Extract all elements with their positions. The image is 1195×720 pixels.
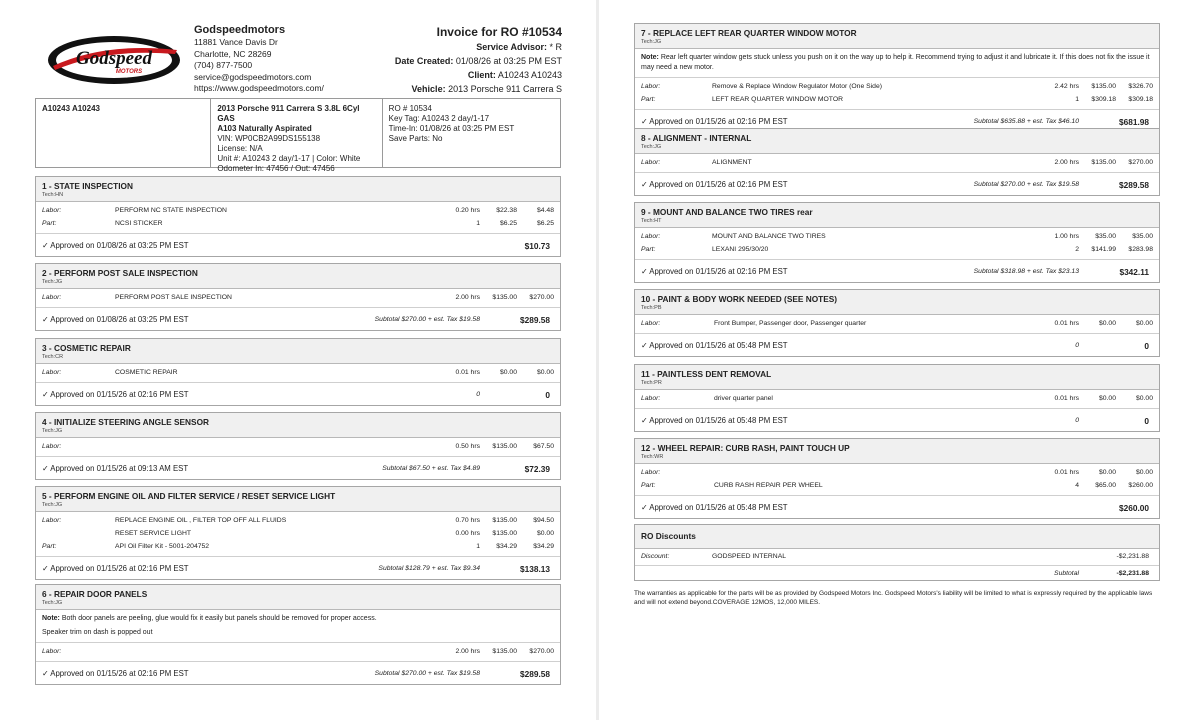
ro-column xyxy=(383,99,560,167)
job-note: Note: Rear left quarter window gets stuck unless you push on it on the way up to help it. Recommend trying to adjust it and lubricate it. If this does not fix the issue it may need a new motor. xyxy=(641,54,1150,71)
vehicle-license: License: N/A xyxy=(217,144,263,153)
job-tech: Tech:PB xyxy=(641,305,662,311)
job-line: Part: LEXANI 295/30/20 2 $141.99 $283.98 xyxy=(641,246,1153,253)
company-info xyxy=(194,24,324,95)
job-card xyxy=(35,338,561,406)
job-line: Labor: driver quarter panel 0.01 hrs $0.00 $0.00 xyxy=(641,395,1153,402)
vehicle-vin: VIN: WP0CB2A99DS155138 xyxy=(217,134,321,143)
job-title: 7 - REPLACE LEFT REAR QUARTER WINDOW MOTOR xyxy=(641,28,857,38)
job-line: Labor: 0.50 hrs $135.00 $67.50 xyxy=(42,443,554,450)
job-line: RESET SERVICE LIGHT 0.00 hrs $135.00 $0.00 xyxy=(115,530,554,537)
job-line: Labor: 2.00 hrs $135.00 $270.00 xyxy=(42,648,554,655)
vehicle-unit: Unit #: A10243 2 day/1-17 | Color: White xyxy=(217,154,361,163)
job-card xyxy=(634,128,1160,196)
job-title: 11 - PAINTLESS DENT REMOVAL xyxy=(641,369,772,379)
job-subtotal: Subtotal $67.50 + est. Tax $4.89 xyxy=(382,465,480,472)
job-tech: Tech:JG xyxy=(42,600,63,606)
job-card xyxy=(634,202,1160,283)
client-label: Client: xyxy=(467,70,496,80)
approval-status: ✓ Approved on 01/15/26 at 02:16 PM EST xyxy=(641,267,788,276)
approval-status: ✓ Approved on 01/15/26 at 02:16 PM EST xyxy=(641,180,788,189)
job-subtotal: 0 xyxy=(1075,342,1079,349)
job-line: Labor: Remove & Replace Window Regulator Motor (One Side) 2.42 hrs $135.00 $326.70 xyxy=(641,83,1153,90)
job-card xyxy=(35,412,561,480)
invoice-page-1 xyxy=(0,0,596,720)
approval-status: ✓ Approved on 01/08/26 at 03:25 PM EST xyxy=(42,241,189,250)
job-total: $289.58 xyxy=(520,669,550,679)
discount-subtotal: Subtotal -$2,231.88 xyxy=(1054,570,1149,577)
godspeed-logo xyxy=(45,32,183,88)
time-in: Time-In: 01/08/26 at 03:25 PM EST xyxy=(388,124,515,133)
vehicle-engine: A103 Naturally Aspirated xyxy=(217,124,312,133)
job-title: 3 - COSMETIC REPAIR xyxy=(42,343,131,353)
job-tech: Tech:JG xyxy=(42,279,63,285)
job-total: $681.98 xyxy=(1119,117,1149,127)
job-tech: Tech:JG xyxy=(42,502,63,508)
company-phone[interactable]: (704) 877-7500 xyxy=(194,60,253,70)
job-line: Labor: COSMETIC REPAIR 0.01 hrs $0.00 $0.00 xyxy=(42,369,554,376)
job-line: Part: CURB RASH REPAIR PER WHEEL 4 $65.00 $260.00 xyxy=(641,482,1153,489)
advisor-value: * R xyxy=(549,42,562,52)
approval-status: ✓ Approved on 01/15/26 at 05:48 PM EST xyxy=(641,416,788,425)
job-subtotal: Subtotal $635.88 + est. Tax $46.10 xyxy=(973,118,1079,125)
job-total: $260.00 xyxy=(1119,503,1149,513)
job-subtotal: Subtotal $270.00 + est. Tax $19.58 xyxy=(374,316,480,323)
job-tech: Tech:CR xyxy=(42,354,64,360)
vehicle-title: 2013 Porsche 911 Carrera S 3.8L 6Cyl GAS xyxy=(217,104,360,123)
job-line: Labor: ALIGNMENT 2.00 hrs $135.00 $270.00 xyxy=(641,159,1153,166)
svg-text:Godspeed: Godspeed xyxy=(76,48,152,69)
vehicle-label: Vehicle: xyxy=(411,84,446,94)
ro-discounts-card xyxy=(634,524,1160,581)
job-card xyxy=(634,438,1160,519)
warranty-text: The warranties as applicable for the parts will be as provided by Godspeed Motors Inc. Godspeed Motors's liability will be limited to what is expressly required by the applicable laws and will not extend beyond.COVERAGE 12MOS, 12,000 MILES. xyxy=(634,590,1153,606)
job-line: Labor: Front Bumper, Passenger door, Passenger quarter 0.01 hrs $0.00 $0.00 xyxy=(641,320,1153,327)
job-card xyxy=(634,364,1160,432)
job-total: 0 xyxy=(1144,341,1149,351)
job-title: 9 - MOUNT AND BALANCE TWO TIRES rear xyxy=(641,207,813,217)
customer-name: A10243 A10243 xyxy=(42,104,100,113)
approval-status: ✓ Approved on 01/15/26 at 02:16 PM EST xyxy=(42,390,189,399)
job-line: Part: NCSI STICKER 1 $6.25 $6.25 xyxy=(42,220,554,227)
job-line: Part: LEFT REAR QUARTER WINDOW MOTOR 1 $309.18 $309.18 xyxy=(641,96,1153,103)
save-parts: Save Parts: No xyxy=(388,134,443,143)
company-name: Godspeedmotors xyxy=(194,24,286,36)
job-subtotal: 0 xyxy=(476,391,480,398)
job-card xyxy=(35,486,561,580)
invoice-title: Invoice for RO #10534 xyxy=(436,25,562,39)
job-line: Labor: PERFORM NC STATE INSPECTION 0.20 hrs $22.38 $4.48 xyxy=(42,207,554,214)
company-email[interactable]: service@godspeedmotors.com xyxy=(194,71,312,82)
job-card xyxy=(634,23,1160,133)
approval-status: ✓ Approved on 01/15/26 at 09:13 AM EST xyxy=(42,464,189,473)
vehicle-odometer: Odometer In: 47456 / Out: 47456 xyxy=(217,164,335,173)
discount-line: Discount: GODSPEED INTERNAL -$2,231.88 xyxy=(635,549,1159,566)
job-card xyxy=(634,289,1160,357)
job-line: Labor: PERFORM POST SALE INSPECTION 2.00 hrs $135.00 $270.00 xyxy=(42,294,554,301)
job-note-2: Speaker trim on dash is popped out xyxy=(42,629,153,636)
job-tech: Tech:PR xyxy=(641,380,662,386)
job-subtotal: Subtotal $128.79 + est. Tax $9.34 xyxy=(378,565,480,572)
job-title: 10 - PAINT & BODY WORK NEEDED (SEE NOTES) xyxy=(641,294,838,304)
job-subtotal: Subtotal $318.98 + est. Tax $23.13 xyxy=(973,268,1079,275)
job-total: 0 xyxy=(545,390,550,400)
job-title: 12 - WHEEL REPAIR: CURB RASH, PAINT TOUCH UP xyxy=(641,443,850,453)
job-title: 6 - REPAIR DOOR PANELS xyxy=(42,589,148,599)
job-total: 0 xyxy=(1144,416,1149,426)
job-tech: Tech:JG xyxy=(641,39,662,45)
approval-status: ✓ Approved on 01/15/26 at 02:16 PM EST xyxy=(42,564,189,573)
created-label: Date Created: xyxy=(394,56,454,66)
job-total: $138.13 xyxy=(520,564,550,574)
job-card xyxy=(35,584,561,685)
job-tech: Tech:HN xyxy=(42,192,64,198)
invoice-page-2 xyxy=(599,0,1195,720)
job-tech: Tech:HT xyxy=(641,218,662,224)
discounts-title: RO Discounts xyxy=(641,531,696,541)
job-title: 5 - PERFORM ENGINE OIL AND FILTER SERVICE / RESET SERVICE LIGHT xyxy=(42,491,336,501)
job-total: $72.39 xyxy=(524,464,550,474)
invoice-summary xyxy=(395,24,562,96)
company-address-1: 11881 Vance Davis Dr xyxy=(194,37,278,47)
key-tag: Key Tag: A10243 2 day/1-17 xyxy=(388,114,490,123)
job-total: $342.11 xyxy=(1119,267,1149,277)
vehicle-value: 2013 Porsche 911 Carrera S xyxy=(448,84,562,94)
client-value: A10243 A10243 xyxy=(497,70,562,80)
job-subtotal: Subtotal $270.00 + est. Tax $19.58 xyxy=(374,670,480,677)
job-title: 8 - ALIGNMENT - INTERNAL xyxy=(641,133,752,143)
job-line: Labor: MOUNT AND BALANCE TWO TIRES 1.00 hrs $35.00 $35.00 xyxy=(641,233,1153,240)
svg-text:MOTORS: MOTORS xyxy=(115,69,143,75)
job-tech: Tech:JG xyxy=(42,428,63,434)
job-tech: Tech:WR xyxy=(641,454,664,460)
job-total: $289.58 xyxy=(520,315,550,325)
approval-status: ✓ Approved on 01/15/26 at 05:48 PM EST xyxy=(641,341,788,350)
approval-status: ✓ Approved on 01/15/26 at 02:16 PM EST xyxy=(42,669,189,678)
job-title: 1 - STATE INSPECTION xyxy=(42,181,133,191)
company-address-2: Charlotte, NC 28269 xyxy=(194,48,272,59)
job-line: Labor: 0.01 hrs $0.00 $0.00 xyxy=(641,469,1153,476)
job-total: $289.58 xyxy=(1119,180,1149,190)
job-note: Note: Both door panels are peeling, glue would fix it easily but panels should be removed for proper access. xyxy=(42,615,377,622)
job-subtotal: Subtotal $270.00 + est. Tax $19.58 xyxy=(973,181,1079,188)
company-website[interactable]: https://www.godspeedmotors.com/ xyxy=(194,83,324,93)
approval-status: ✓ Approved on 01/08/26 at 03:25 PM EST xyxy=(42,315,189,324)
job-card xyxy=(35,176,561,257)
job-total: $10.73 xyxy=(524,241,550,251)
job-line: Part: API Oil Filter Kit - 5001-204752 1 $34.29 $34.29 xyxy=(42,543,554,550)
advisor-label: Service Advisor: xyxy=(476,42,547,52)
job-subtotal: 0 xyxy=(1075,417,1079,424)
approval-status: ✓ Approved on 01/15/26 at 05:48 PM EST xyxy=(641,503,788,512)
customer-column xyxy=(36,99,211,167)
job-line: Labor: REPLACE ENGINE OIL , FILTER TOP OFF ALL FLUIDS 0.70 hrs $135.00 $94.50 xyxy=(42,517,554,524)
created-value: 01/08/26 at 03:25 PM EST xyxy=(455,56,562,66)
approval-status: ✓ Approved on 01/15/26 at 02:16 PM EST xyxy=(641,117,788,126)
job-title: 4 - INITIALIZE STEERING ANGLE SENSOR xyxy=(42,417,210,427)
ro-number: RO # 10534 xyxy=(388,104,432,113)
vehicle-column xyxy=(211,99,382,173)
job-title: 2 - PERFORM POST SALE INSPECTION xyxy=(42,268,198,278)
job-tech: Tech:JG xyxy=(641,144,662,150)
job-card xyxy=(35,263,561,331)
ro-info-box xyxy=(35,98,561,173)
